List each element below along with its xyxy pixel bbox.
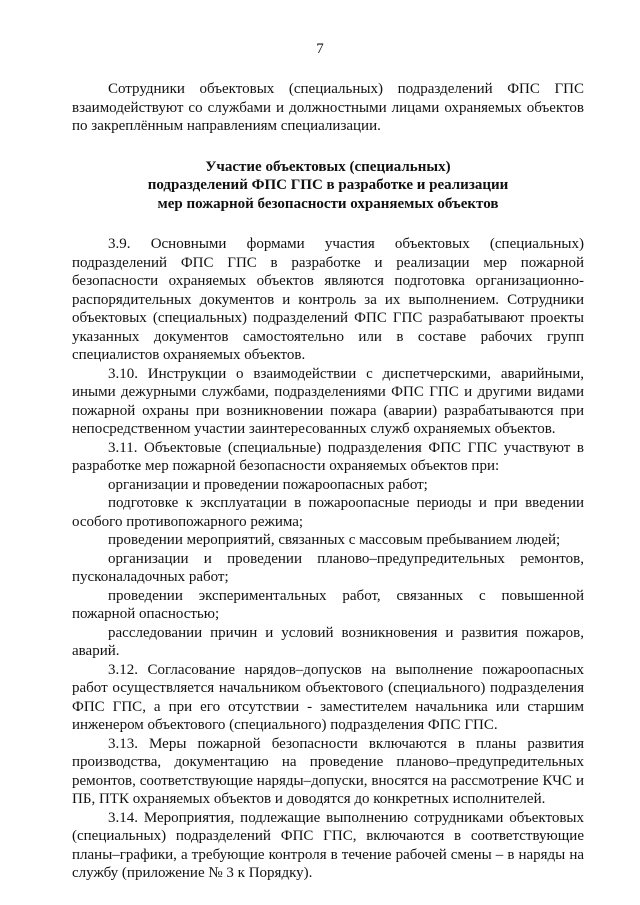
list-item: организации и проведении планово–предупредительных ремонтов, пусконаладочных работ; [72,550,584,585]
list-item: проведении экспериментальных работ, связанных с повышенной пожарной опасностью; [72,587,584,622]
heading-line: мер пожарной безопасности охраняемых объектов [157,195,499,212]
paragraph-3-10: 3.10. Инструкции о взаимодействии с диспетчерскими, аварийными, иными дежурными службами, подразделениями ФПС ГПС и другими видами пожарной охраны при возникновении пожара (аварии) разрабатываются при непосредственном участии заинтересованных служб охраняемых объектов. [72,365,584,437]
paragraph-3-12: 3.12. Согласование нарядов–допусков на выполнение пожароопасных работ осуществляется начальником объектового (специального) подразделения ФПС ГПС, а при его отсутствии - заместителем начальника или старшим инженером объектового (специального) подразделения ФПС ГПС. [72,661,584,733]
intro-paragraph: Сотрудники объектовых (специальных) подразделений ФПС ГПС взаимодействуют со службами и должностными лицами охраняемых объектов по закреплённым направлениям специализации. [72,81,584,134]
heading-line: Участие объектовых (специальных) [205,158,451,175]
list-item: расследовании причин и условий возникновения и развития пожаров, аварий. [72,624,584,659]
section-heading [72,158,584,214]
list-item: проведении мероприятий, связанных с массовым пребыванием людей; [108,532,561,548]
document-body [72,80,584,883]
paragraph-3-9: 3.9. Основными формами участия объектовых (специальных) подразделений ФПС ГПС в разработке и реализации мер пожарной безопасности охраняемых объектов являются подготовка организационно-распорядительных документов и контроль за их выполнением. Сотрудники объектовых (специальных) подразделений ФПС ГПС разрабатывают проекты указанных документов самостоятельно или в составе рабочих групп специалистов охраняемых объектов. [72,236,584,363]
paragraph-3-14: 3.14. Мероприятия, подлежащие выполнению сотрудниками объектовых (специальных) подразделений ФПС ГПС, включаются в соответствующие планы–графики, а требующие контроля в течение рабочей смены – в наряды на службу (приложение № 3 к Порядку). [72,809,584,881]
heading-line: подразделений ФПС ГПС в разработке и реализации [147,177,509,193]
list-item: подготовке к эксплуатации в пожароопасные периоды и при введении особого противопожарного режима; [72,495,584,530]
page-number: 7 [316,41,324,57]
list-item: организации и проведении пожароопасных работ; [108,476,428,493]
paragraph-3-13: 3.13. Меры пожарной безопасности включаются в планы развития производства, документацию на проведение планово–предупредительных ремонтов, соответствующие наряды–допуски, вносятся на рассмотрение КЧС и ПБ, ПТК охраняемых объектов и доводятся до конкретных исполнителей. [72,735,584,807]
paragraph-3-11: 3.11. Объектовые (специальные) подразделения ФПС ГПС участвуют в разработке мер пожарной безопасности охраняемых объектов при: [72,439,584,474]
